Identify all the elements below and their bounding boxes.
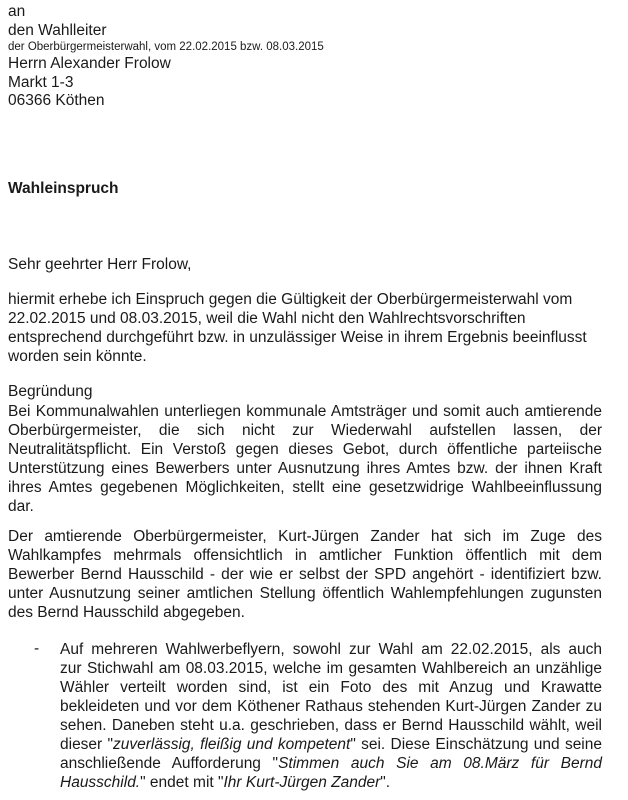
quote-qualities: zuverlässig, fleißig und kompetent	[113, 736, 351, 753]
bullet-line: zur Stichwahl am 08.03.2015, welche im gesamten Wahlbereich an unzählige	[60, 660, 602, 677]
text-segment: " endet mit "	[140, 774, 224, 791]
bullet-marker: -	[34, 640, 40, 657]
text-segment: anschließende Aufforderung "	[60, 755, 279, 772]
bullet-line: sehen. Daneben steht u.a. geschrieben, dass er Bernd Hausschild wählt, weil	[60, 717, 602, 734]
address-line-name: Herrn Alexander Frolow	[8, 55, 171, 72]
bullet-line: Auf mehreren Wahlwerbeflyern, sowohl zur Wahl am 22.02.2015, als auch	[60, 641, 602, 658]
text-segment: dieser "	[60, 736, 114, 753]
grounds-heading: Begründung	[8, 383, 93, 400]
quote-signature: Ihr Kurt-Jürgen Zander	[223, 774, 381, 791]
address-line-recipient: den Wahlleiter	[8, 21, 107, 39]
quote-appeal-end: Hausschild.	[60, 774, 141, 791]
recipient-address	[8, 3, 324, 111]
grounds-paragraph: Bei Kommunalwahlen unterliegen kommunale Amtsträger und somit auch amtierende Oberbürgermeister, die sich nicht zur Wiederwahl aufstellen lassen, der Neutralitätspflicht. Ein Verstoß gegen dieses Gebot, durch öffentliche parteiische Unterstützung eines Bewerbers unter Ausnutzung ihres Amtes bzw. der ihnen Kraft ihres Amtes gegebenen Möglichkeiten, stellt eine gesetzwidrige Wahlbeeinflussung dar.	[8, 403, 602, 515]
bullet-line	[60, 773, 602, 792]
intro-paragraph: hiermit erhebe ich Einspruch gegen die Gültigkeit der Oberbürgermeisterwahl vom 22.02.2015 und 08.03.2015, weil die Wahl nicht den Wahlrechtsvorschriften entsprechend durchgeführt bzw. in unzulässiger Weise in ihrem Ergebnis beeinflusst worden sein könnte.	[8, 291, 587, 365]
bullet-line: Wähler verteilt worden sind, ist ein Foto des mit Anzug und Krawatte	[60, 679, 602, 696]
address-line-street: Markt 1-3	[8, 73, 74, 91]
bullet-line: bekleideten und vor dem Köthener Rathaus stehenden Kurt-Jürgen Zander zu	[60, 698, 602, 715]
text-segment: ".	[380, 774, 391, 791]
address-line-city: 06366 Köthen	[8, 92, 105, 109]
address-line-election: der Oberbürgermeisterwahl, vom 22.02.2015 bzw. 08.03.2015	[8, 41, 324, 53]
bullet-paragraph	[60, 640, 602, 792]
bullet-line	[60, 735, 602, 754]
mayor-paragraph: Der amtierende Oberbürgermeister, Kurt-Jürgen Zander hat sich im Zuge des Wahlkampfes mehrmals offensichtlich in amtlicher Funktion öffentlich mit dem Bewerber Bernd Hausschild - der wie er selbst der SPD angehört - identifiziert bzw. unter Ausnutzung seiner amtlichen Stellung öffentlich Wahlempfehlungen zugunsten des Bernd Hausschild abgegeben.	[8, 528, 602, 621]
bullet-line	[60, 754, 602, 773]
address-line-an: an	[8, 3, 26, 20]
letter-subject: Wahleinspruch	[8, 180, 119, 197]
text-segment: " sei. Diese Einschätzung und seine	[350, 736, 602, 753]
quote-appeal: Stimmen auch Sie am 08.März für Bernd	[278, 755, 602, 772]
salutation: Sehr geehrter Herr Frolow,	[8, 256, 192, 273]
